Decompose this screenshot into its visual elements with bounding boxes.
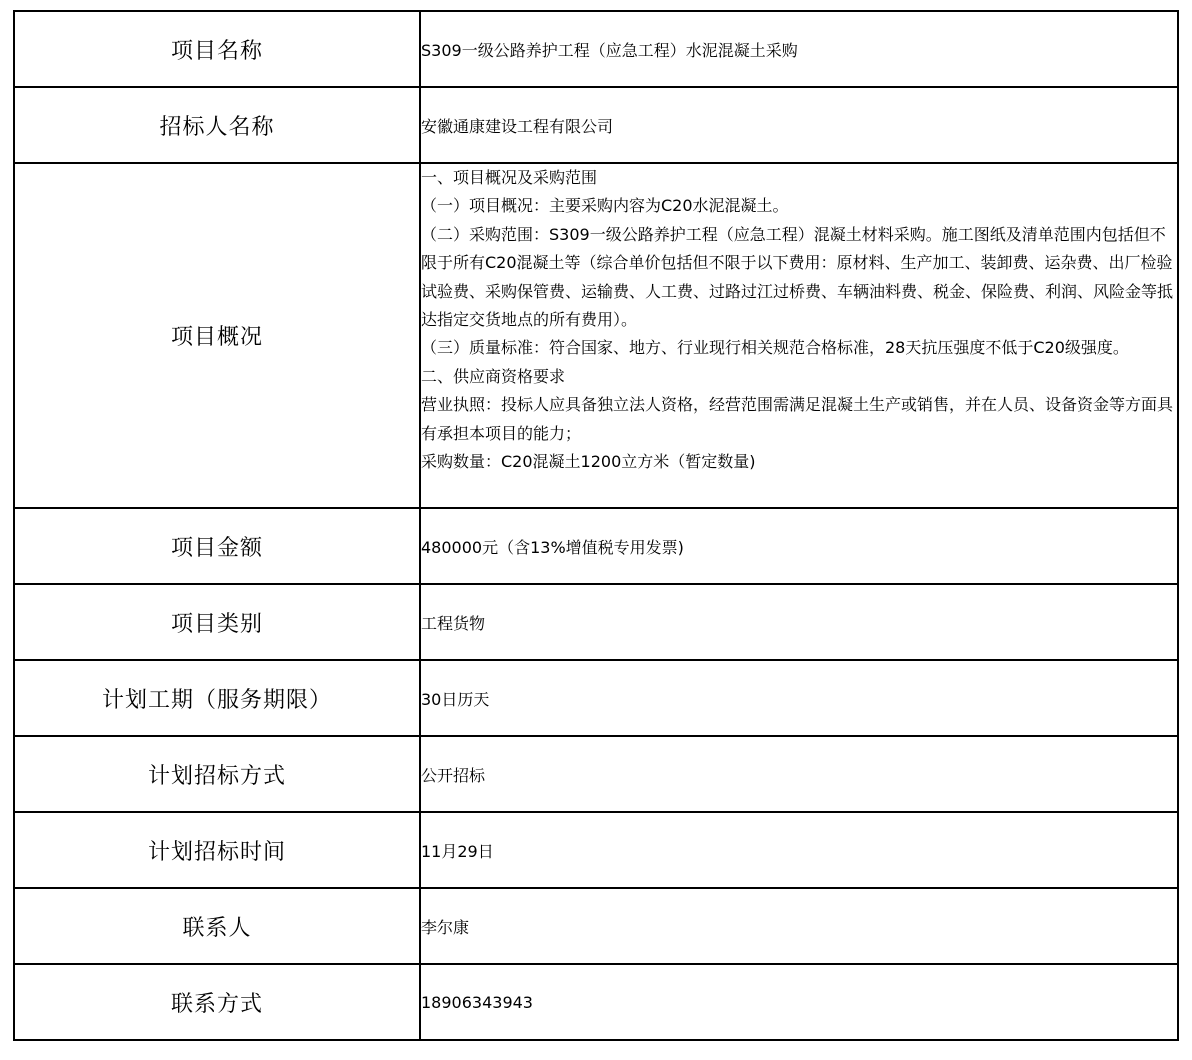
- overview-paragraph: （二）采购范围：S309一级公路养护工程（应急工程）混凝土材料采购。施工图纸及清单范围内包括但不限于所有C20混凝土等（综合单价包括但不限于以下费用：原材料、生产加工、装卸费、运杂费、出厂检验试验费、采购保管费、运输费、人工费、过路过江过桥费、车辆油料费、税金、保险费、利润、风险金等抵达指定交货地点的所有费用）。: [421, 224, 1174, 330]
- row-value-project-overview: [420, 163, 1178, 508]
- row-label-project-overview: 项目概况: [14, 163, 420, 508]
- table-row: [14, 660, 1178, 736]
- row-label-project-name: 项目名称: [14, 11, 420, 87]
- row-value-contact-method: 18906343943: [420, 964, 1178, 1040]
- row-label-project-category: 项目类别: [14, 584, 420, 660]
- overview-paragraph: 二、供应商资格要求: [421, 366, 566, 386]
- table-row: [14, 87, 1178, 163]
- row-value-project-category: 工程货物: [420, 584, 1178, 660]
- table-row: [14, 736, 1178, 812]
- overview-paragraph: （三）质量标准：符合国家、地方、行业现行相关规范合格标准，28天抗压强度不低于C20级强度。: [421, 338, 1129, 358]
- row-label-planned-duration: 计划工期（服务期限）: [14, 660, 420, 736]
- row-label-contact-person: 联系人: [14, 888, 420, 964]
- table-row: [14, 584, 1178, 660]
- row-label-project-amount: 项目金额: [14, 508, 420, 584]
- row-value-contact-person: 李尔康: [420, 888, 1178, 964]
- table-row: [14, 812, 1178, 888]
- row-value-planned-duration: 30日历天: [420, 660, 1178, 736]
- table-row: [14, 163, 1178, 508]
- overview-paragraph: 采购数量：C20混凝土1200立方米（暂定数量): [421, 452, 756, 472]
- row-label-contact-method: 联系方式: [14, 964, 420, 1040]
- overview-paragraph: （一）项目概况：主要采购内容为C20水泥混凝土。: [421, 196, 789, 216]
- table-row: [14, 508, 1178, 584]
- project-info-table: [13, 10, 1179, 1041]
- row-label-tender-method: 计划招标方式: [14, 736, 420, 812]
- row-value-tenderer-name: 安徽通康建设工程有限公司: [420, 87, 1178, 163]
- table-row: [14, 888, 1178, 964]
- row-value-tender-method: 公开招标: [420, 736, 1178, 812]
- row-value-project-name: S309一级公路养护工程（应急工程）水泥混凝土采购: [420, 11, 1178, 87]
- table-row: [14, 964, 1178, 1040]
- row-value-project-amount: 480000元（含13%增值税专用发票): [420, 508, 1178, 584]
- row-label-tenderer-name: 招标人名称: [14, 87, 420, 163]
- overview-paragraph: 营业执照：投标人应具备独立法人资格，经营范围需满足混凝土生产或销售，并在人员、设备资金等方面具有承担本项目的能力；: [421, 395, 1174, 443]
- overview-paragraph: 一、项目概况及采购范围: [421, 168, 598, 187]
- table-row: [14, 11, 1178, 87]
- row-label-tender-time: 计划招标时间: [14, 812, 420, 888]
- row-value-tender-time: 11月29日: [420, 812, 1178, 888]
